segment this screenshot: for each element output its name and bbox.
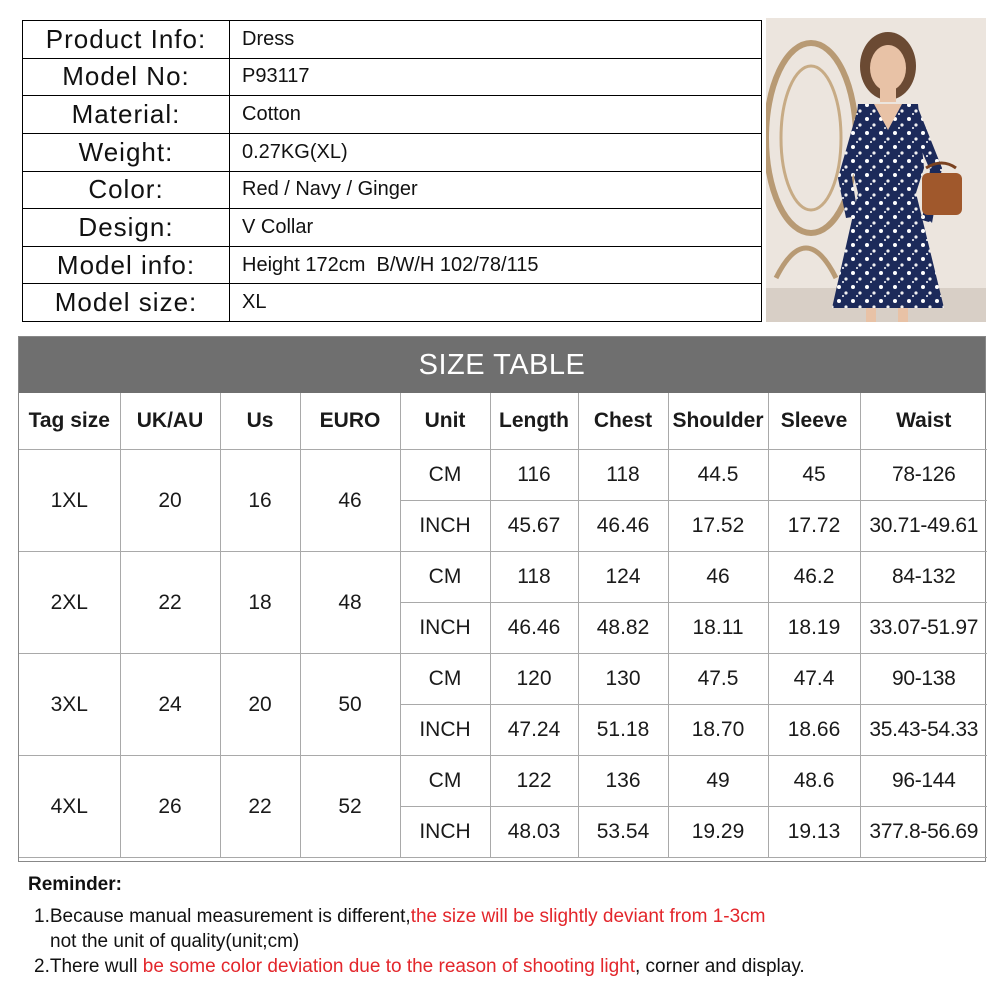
info-row-model-size: [23, 283, 761, 321]
measure-cell: 17.72: [768, 501, 860, 552]
info-row-weight: [23, 133, 761, 171]
size-cell-tag: 3XL: [19, 654, 120, 756]
info-value: V Collar: [242, 215, 314, 238]
measure-cell: 46.46: [578, 501, 668, 552]
measure-cell: 96-144: [860, 756, 987, 807]
measure-cell: 48.82: [578, 603, 668, 654]
info-row-product: [23, 21, 761, 58]
measure-cell: 46.2: [768, 552, 860, 603]
col-header: Unit: [400, 393, 490, 450]
measure-cell: 19.13: [768, 807, 860, 858]
info-row-model-no: [23, 58, 761, 96]
info-row-material: [23, 95, 761, 133]
reminder-text: 1.Because manual measurement is different,: [34, 906, 411, 927]
measure-cell: 51.18: [578, 705, 668, 756]
measure-cell: CM: [400, 654, 490, 705]
measure-cell: 48.03: [490, 807, 578, 858]
measure-cell: 130: [578, 654, 668, 705]
size-cell-us: 22: [220, 756, 300, 858]
measure-cell: 377.8-56.69: [860, 807, 987, 858]
info-label: Model No:: [23, 59, 230, 96]
size-cell-euro: 52: [300, 756, 400, 858]
size-table: [18, 336, 986, 862]
size-row-cm: [19, 654, 987, 705]
measure-cell: 35.43-54.33: [860, 705, 987, 756]
measure-cell: 18.70: [668, 705, 768, 756]
info-label: Material:: [23, 96, 230, 133]
reminder: [28, 874, 988, 979]
size-cell-uk: 22: [120, 552, 220, 654]
measure-cell: 118: [578, 450, 668, 501]
measure-cell: INCH: [400, 705, 490, 756]
measure-cell: 78-126: [860, 450, 987, 501]
col-header: Shoulder: [668, 393, 768, 450]
size-cell-euro: 46: [300, 450, 400, 552]
measure-cell: 122: [490, 756, 578, 807]
col-header: UK/AU: [120, 393, 220, 450]
size-cell-us: 16: [220, 450, 300, 552]
info-value: XL: [242, 291, 267, 314]
product-info-table: [22, 20, 762, 322]
measure-cell: CM: [400, 450, 490, 501]
measure-cell: 44.5: [668, 450, 768, 501]
info-row-design: [23, 208, 761, 246]
info-label: Weight:: [23, 134, 230, 171]
info-value: Red / Navy / Ginger: [242, 178, 418, 201]
measure-cell: 120: [490, 654, 578, 705]
size-cell-uk: 20: [120, 450, 220, 552]
measure-cell: 46: [668, 552, 768, 603]
measure-cell: 18.19: [768, 603, 860, 654]
measure-cell: 45: [768, 450, 860, 501]
info-label: Model info:: [23, 247, 230, 284]
size-row-cm: [19, 552, 987, 603]
col-header: Chest: [578, 393, 668, 450]
info-label: Model size:: [23, 284, 230, 321]
col-header: Tag size: [19, 393, 120, 450]
info-value: Dress: [242, 27, 295, 50]
measure-cell: 19.29: [668, 807, 768, 858]
size-cell-uk: 24: [120, 654, 220, 756]
reminder-text: 2.There wull: [34, 956, 143, 977]
measure-cell: 30.71-49.61: [860, 501, 987, 552]
info-row-color: [23, 171, 761, 209]
col-header: Length: [490, 393, 578, 450]
measure-cell: 18.66: [768, 705, 860, 756]
measure-cell: 45.67: [490, 501, 578, 552]
model-photo: [766, 18, 986, 322]
reminder-highlight: the size will be slightly deviant from 1-3cm: [410, 906, 766, 927]
measure-cell: INCH: [400, 501, 490, 552]
info-value: Cotton: [242, 103, 301, 126]
measure-cell: 17.52: [668, 501, 768, 552]
size-cell-us: 18: [220, 552, 300, 654]
reminder-title: Reminder:: [28, 874, 122, 895]
measure-cell: 136: [578, 756, 668, 807]
measure-cell: 90-138: [860, 654, 987, 705]
measure-cell: 47.24: [490, 705, 578, 756]
size-cell-tag: 4XL: [19, 756, 120, 858]
size-row-cm: [19, 450, 987, 501]
col-header: Us: [220, 393, 300, 450]
measure-cell: 48.6: [768, 756, 860, 807]
measure-cell: 46.46: [490, 603, 578, 654]
measure-cell: 84-132: [860, 552, 987, 603]
size-cell-us: 20: [220, 654, 300, 756]
measure-cell: 47.4: [768, 654, 860, 705]
info-value: P93117: [242, 65, 310, 88]
size-cell-euro: 50: [300, 654, 400, 756]
info-value: Height 172cm B/W/H 102/78/115: [242, 253, 539, 276]
reminder-line-1: [34, 904, 988, 929]
measure-cell: 124: [578, 552, 668, 603]
measure-cell: INCH: [400, 603, 490, 654]
reminder-highlight: be some color deviation due to the reason of shooting light: [142, 956, 635, 977]
measure-cell: 33.07-51.97: [860, 603, 987, 654]
reminder-text: , corner and display.: [635, 956, 805, 977]
size-cell-tag: 1XL: [19, 450, 120, 552]
size-table-title: SIZE TABLE: [19, 337, 985, 393]
col-header: EURO: [300, 393, 400, 450]
size-cell-uk: 26: [120, 756, 220, 858]
measure-cell: 49: [668, 756, 768, 807]
measure-cell: CM: [400, 756, 490, 807]
size-grid: [19, 393, 987, 858]
reminder-line-1-cont: not the unit of quality(unit;cm): [50, 931, 300, 952]
info-value: 0.27KG(XL): [242, 140, 348, 163]
info-label: Design:: [23, 209, 230, 246]
info-label: Color:: [23, 172, 230, 209]
col-header: Waist: [860, 393, 987, 450]
size-table-body: [19, 450, 987, 858]
info-row-model-info: [23, 246, 761, 284]
reminder-line-2: [34, 954, 988, 979]
measure-cell: 118: [490, 552, 578, 603]
size-cell-euro: 48: [300, 552, 400, 654]
info-label: Product Info:: [23, 21, 230, 58]
model-photo-icon: [766, 18, 986, 322]
measure-cell: CM: [400, 552, 490, 603]
col-header: Sleeve: [768, 393, 860, 450]
measure-cell: 18.11: [668, 603, 768, 654]
measure-cell: INCH: [400, 807, 490, 858]
size-header-row: [19, 393, 987, 450]
measure-cell: 53.54: [578, 807, 668, 858]
size-cell-tag: 2XL: [19, 552, 120, 654]
size-row-cm: [19, 756, 987, 807]
measure-cell: 116: [490, 450, 578, 501]
measure-cell: 47.5: [668, 654, 768, 705]
